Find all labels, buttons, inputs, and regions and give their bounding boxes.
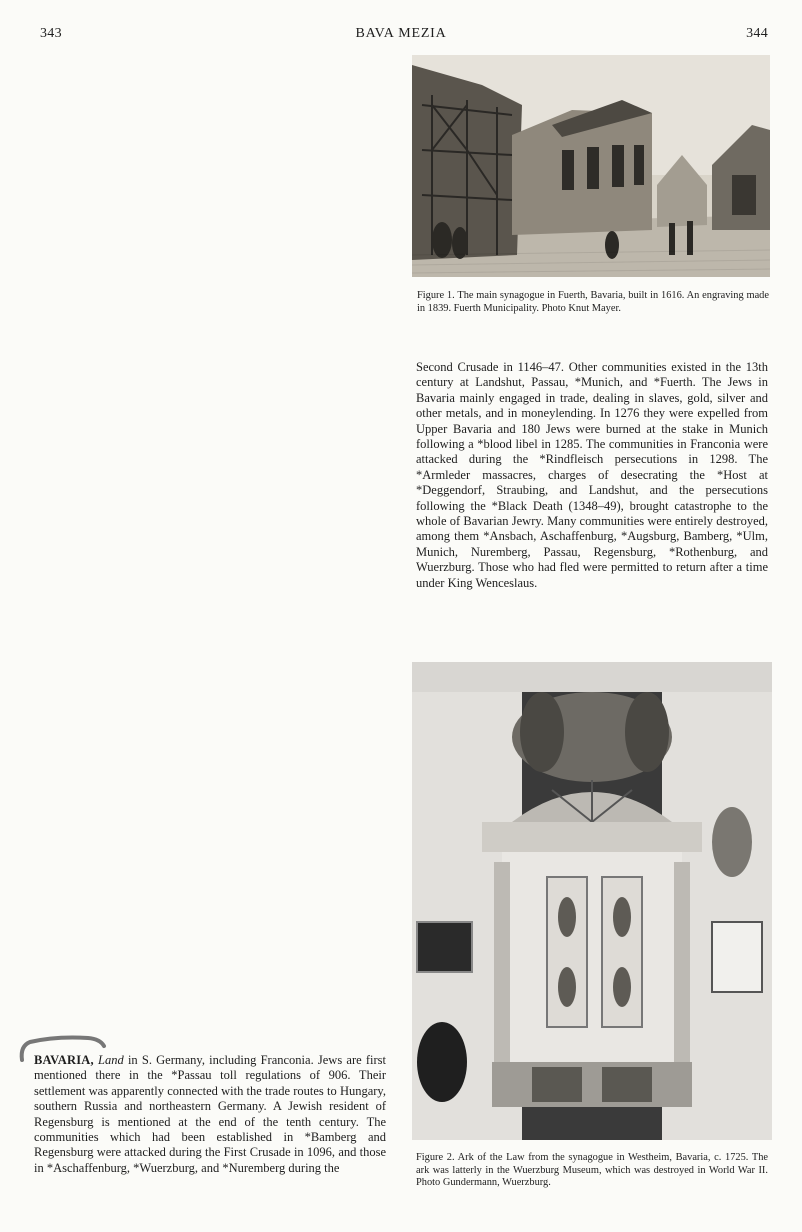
running-title: BAVA MEZIA [355, 26, 447, 41]
figure-2-caption: Figure 2. Ark of the Law from the synagogue in Westheim, Bavaria, c. 1725. The ark was latterly in the Wuerzburg Museum, which was destroyed in World War II. Photo Gundermann, Wuerzburg. [416, 1152, 768, 1189]
entry-headword: BAVARIA, [34, 1053, 94, 1067]
page-number-right: 344 [746, 26, 768, 41]
figure-2-image [412, 662, 772, 1140]
synagogue-engraving [412, 55, 770, 277]
encyclopedia-entry-bavaria [34, 1053, 386, 1176]
entry-subtitle: Land [98, 1053, 124, 1067]
right-column-text: Second Crusade in 1146–47. Other communities existed in the 13th century at Landshut, Passau, *Munich, and *Fuerth. The Jews in Bavaria mainly engaged in trade, dealing in slaves, gold, silver and other metals, and in moneylending. In 1276 they were expelled from Upper Bavaria and 180 Jews were burned at the stake in Munich following a *blood libel in 1285. The communities in Franconia were attacked during the *Rindfleisch persecutions in 1298. The *Armleder massacres, charges of desecrating the *Host at *Deggendorf, Straubing, and Landshut, and the persecutions following the *Black Death (1348–49), brought catastrophe to the whole of Bavarian Jewry. Many communities were entirely destroyed, among them *Ansbach, Aschaffenburg, *Augsburg, Bamberg, *Ulm, Munich, Nuremberg, Passau, Regensburg, *Rothenburg, and Wuerzburg. Those who had fled were permitted to return after a time under King Wenceslaus. [416, 360, 768, 590]
ark-of-the-law-photo [412, 662, 772, 1140]
entry-body-text: in S. Germany, including Franconia. Jews are first mentioned there in the *Passau toll regulations of 906. Their settlement was apparently connected with the trade routes to Hungary, southern Russia and northeastern Germany. A Jewish resident of Regensburg is mentioned at the end of the tenth century. The communities which had been established in *Bamberg and Regensburg were attacked during the First Crusade in 1096, and those in *Aschaffenburg, *Wuerzburg, and *Nuremberg during the [34, 1053, 386, 1175]
figure-1-image [412, 55, 770, 277]
figure-1-caption: Figure 1. The main synagogue in Fuerth, Bavaria, built in 1616. An engraving made in 1839. Fuerth Municipality. Photo Knut Mayer. [417, 290, 769, 314]
page-number-left: 343 [40, 26, 62, 41]
